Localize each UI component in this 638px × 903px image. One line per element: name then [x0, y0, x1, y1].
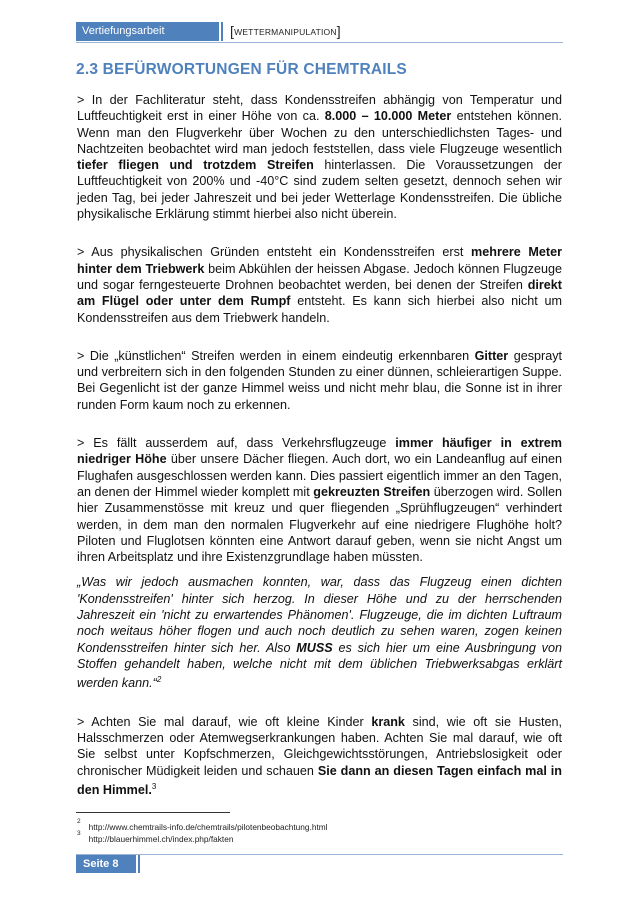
header-divider — [221, 22, 223, 41]
footnote-2-link[interactable]: http://www.chemtrails-info.de/chemtrails/pilotenbeobachtung.html — [88, 821, 328, 832]
paragraph-1-text-c: entstehen können. Wenn man den Flugverkehr über Wochen zu den unterschiedlichsten Tages- und Nachtzeiten beobachtet wird man jedoch feststellen, dass viele Flugzeuge wesentlich — [77, 109, 562, 156]
quote-bold-b: MUSS — [296, 640, 333, 655]
page-number: Seite 8 — [76, 855, 136, 873]
paragraph-2 — [77, 244, 562, 325]
paragraph-5-bold-b: krank — [371, 714, 405, 729]
footnote-ref-3: 3 — [151, 781, 157, 791]
paragraph-3 — [77, 348, 562, 413]
footnote-3-link[interactable]: http://blauerhimmel.ch/index.php/fakten — [88, 833, 234, 844]
header-rule — [76, 42, 563, 43]
paragraph-1-bold-d: tiefer fliegen und trotzdem Streifen — [77, 158, 314, 173]
header-bracket-open: [ — [230, 23, 235, 39]
paragraph-3-text-a: > Die „künstlichen“ Streifen werden in einem eindeutig erkennbaren — [77, 348, 475, 363]
paragraph-2-text-e: entsteht. Es kann sich hierbei also nicht um Kondensstreifen aus dem Triebwerk handeln. — [77, 294, 562, 325]
quote-text-a: „Was wir jedoch ausmachen konnten, war, dass das Flugzeug einen dichten 'Kondensstreifen' hinter sich herzog. In dieser Höhe und zu der herrschenden Jahreszeit ein 'nicht zu erwartendes Phänomen'. Flugzeuge, die im dichten Luftraum noch weitaus höher flogen und auch noch deutlich zu sehen waren, zogen keinen Kondensstreifen hinter sich her. Also — [77, 575, 562, 655]
footnote-ref-2: 2 — [156, 675, 162, 685]
paragraph-1 — [77, 92, 562, 222]
paragraph-5 — [77, 714, 562, 799]
paragraph-4-text-a: > Es fällt ausserdem auf, dass Verkehrsflugzeuge — [77, 436, 396, 451]
paragraph-3-bold-b: Gitter — [474, 348, 509, 363]
section-title: 2.3 BEFÜRWORTUNGEN FÜR CHEMTRAILS — [76, 61, 407, 78]
paragraph-1-text-e: hinterlassen. Die Voraussetzungen der Luftfeuchtigkeit von 200% und -40°C sind zudem selten gesetzt, dennoch sehen wir jeden Tag, bei jeder Jahreszeit und bei jeder Wetterlage Kondensstreifen. Die übliche physikalische Erklärung stimmt hierbei also nicht überein. — [77, 158, 562, 222]
footer-divider — [138, 855, 140, 873]
paragraph-2-bold-b: mehrere Meter hinter dem Triebwerk — [77, 245, 562, 276]
footnote-3-number: 3 — [77, 830, 81, 837]
paragraph-4-text-c: über unsere Dächer fliegen. Auch dort, wo ein Landeanflug auf einen Flughafen ausgeschlossen werden kann. Dies passiert eigentlich immer an den Tagen, an denen der Himmel wieder komplett mit — [77, 452, 562, 499]
footnote-2 — [77, 818, 328, 832]
paragraph-5-bold-d: Sie dann an diesen Tagen einfach mal in den Himmel. — [77, 763, 562, 798]
paragraph-4-bold-d: gekreuzten Streifen — [313, 484, 431, 499]
paragraph-3-text-c: gesprayt und verbreitern sich in den folgenden Stunden zu einer dünnen, schleierartigen Suppe. Bei Gegenlicht ist der ganze Himmel weiss und nicht mehr blau, die Sonne ist in ihrer runden Form kaum noch zu erkennen. — [77, 348, 563, 412]
paragraph-4-bold-b: immer häufiger in extrem niedriger Höhe — [77, 436, 562, 467]
paragraph-2-text-a: > Aus physikalischen Gründen entsteht ein Kondensstreifen erst — [77, 245, 472, 260]
header-topic — [230, 22, 341, 41]
quote-paragraph — [77, 574, 562, 691]
paragraph-2-bold-d: direkt am Flügel oder unter dem Rumpf — [77, 277, 562, 309]
paragraph-4-text-e: überzogen wird. Sollen hier Zusammenstösse mit kreuz und quer fliegenden „Sprühflugzeugen“ verhindert werden, in dem man den normalen Flugverkehr auf eine niedrigere Flughöhe holt? Piloten und Fluglotsen könnten eine Antwort darauf geben, wenn sie nicht Angst um ihren Arbeitsplatz und ihre Existenzgrundlage haben müssten. — [77, 484, 562, 565]
paragraph-4 — [77, 435, 562, 565]
header-document-type: Vertiefungsarbeit — [76, 22, 219, 41]
footer-rule — [76, 854, 563, 855]
paragraph-5-text-a: > Achten Sie mal darauf, wie oft kleine Kinder — [77, 714, 372, 729]
body-text — [77, 92, 562, 798]
header-bracket-close: ] — [336, 23, 341, 39]
footnote-2-number: 2 — [77, 818, 81, 825]
quote-text-c: es sich hier um eine Ausbringung von Stoffen gehandelt haben, welche nicht mit dem üblichen Triebwerksabgas erklärt werden kann.“ — [77, 640, 562, 691]
footnote-separator — [76, 812, 230, 813]
paragraph-1-text-a: > In der Fachliteratur steht, dass Kondensstreifen abhängig von Temperatur und Luftfeuchtigkeit erst in einer Höhe von ca. — [77, 93, 562, 124]
paragraph-5-text-c: sind, wie oft sie Husten, Halsschmerzen oder Atemwegserkrankungen haben. Achten Sie mal darauf, wie oft Sie selbst unter Kopfschmerzen, Gleichgewichtsstörungen, Antriebslosigkeit oder chronischer Müdigkeit leiden und schauen — [77, 714, 562, 778]
footnote-3 — [77, 830, 234, 844]
header-topic-text: WETTERMANIPULATION — [234, 27, 337, 37]
paragraph-2-text-c: beim Abkühlen der heissen Abgase. Jedoch können Flugzeuge und sogar ferngesteuerte Drohnen beobachtet werden, bei denen der Streifen — [77, 261, 562, 292]
paragraph-1-bold-b: 8.000 – 10.000 Meter — [324, 109, 452, 124]
